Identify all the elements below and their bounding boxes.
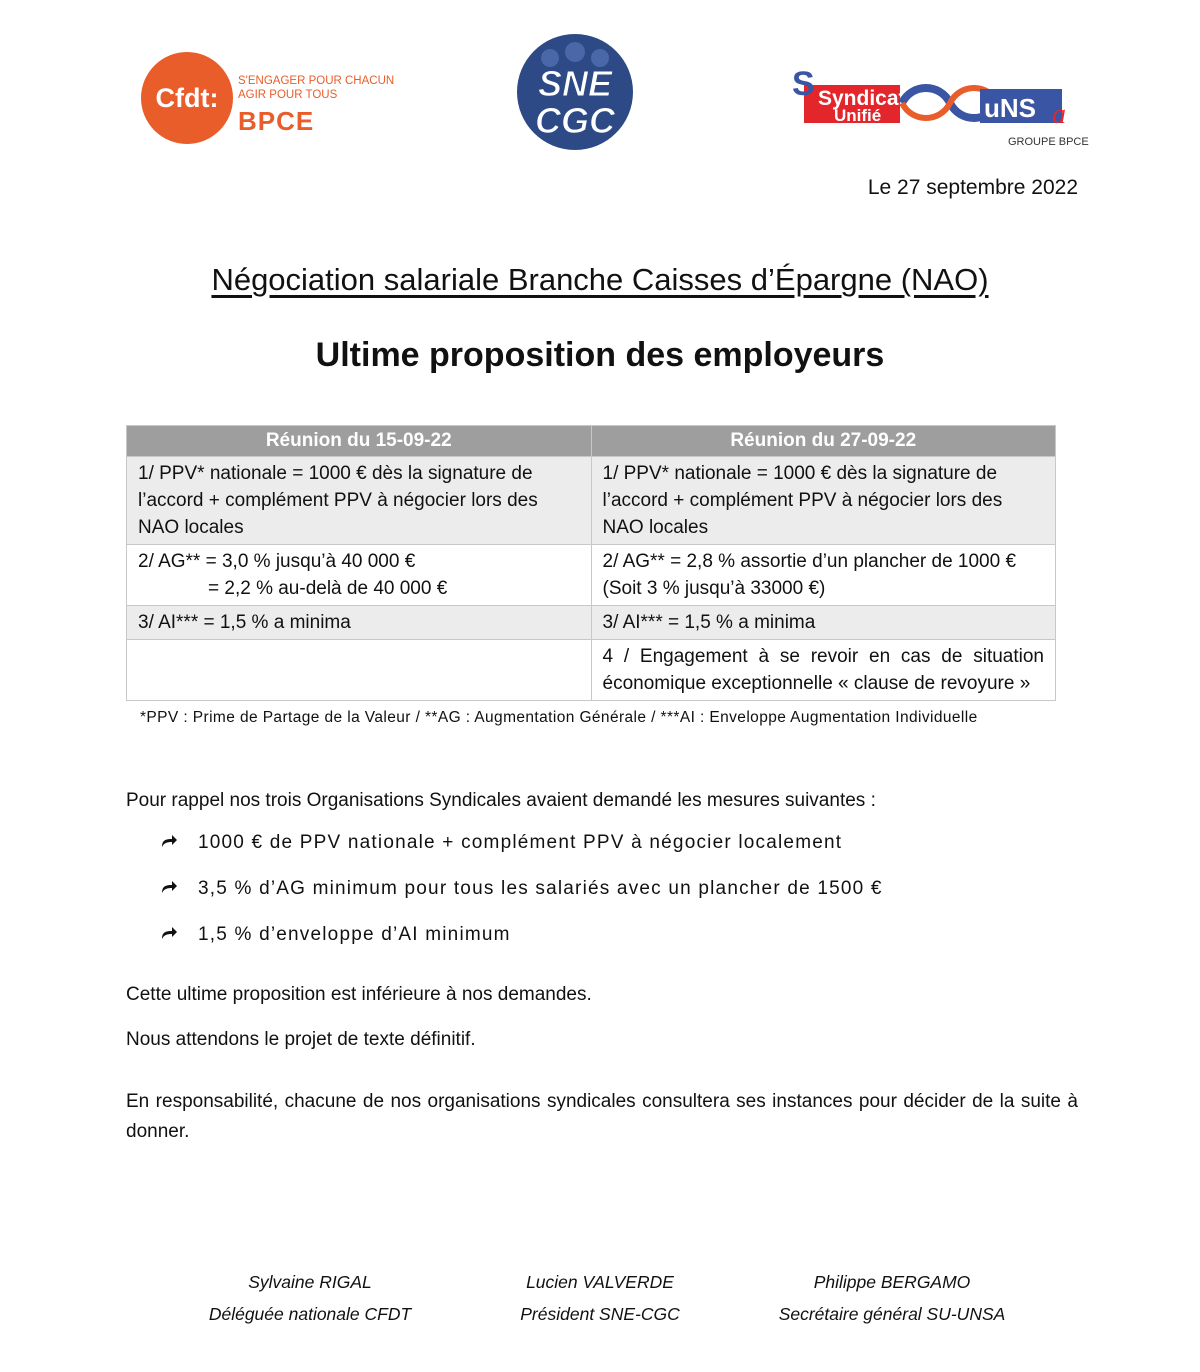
cfdt-name: Cfdt: — [155, 83, 219, 113]
signature-block — [160, 1266, 460, 1330]
signatory-role: Président SNE-CGC — [520, 1304, 680, 1324]
svg-text:Unifié: Unifié — [834, 106, 882, 125]
paragraph-responsibility: En responsabilité, chacune de nos organisations syndicales consultera ses instances pour décider de la suite à donner. — [126, 1091, 1078, 1142]
logo-bar — [0, 30, 1200, 160]
svg-text:BPCE: BPCE — [238, 106, 315, 136]
svg-text:CGC: CGC — [535, 100, 615, 141]
demand-text: 1000 € de PPV nationale + complément PPV à négocier localement — [198, 832, 843, 853]
signatory-role: Déléguée nationale CFDT — [208, 1304, 412, 1324]
demand-text: 3,5 % d’AG minimum pour tous les salariés avec un plancher de 1500 € — [198, 878, 883, 899]
svg-text:a: a — [1052, 99, 1066, 130]
sne-cgc-logo — [510, 30, 640, 155]
table-cell: 3/ AI*** = 1,5 % a minima — [591, 606, 1056, 640]
arrow-icon — [160, 832, 198, 854]
paragraph-awaiting: Nous attendons le projet de texte définitif. — [126, 1029, 476, 1050]
table-header-row — [127, 426, 1056, 457]
comparison-table — [126, 425, 1056, 701]
table-cell: 1/ PPV* nationale = 1000 € dès la signature de l’accord + complément PPV à négocier lors des NAO locales — [591, 457, 1056, 545]
table-row — [127, 606, 1056, 640]
svg-text:S'ENGAGER POUR CHACUN: S'ENGAGER POUR CHACUN — [238, 75, 395, 87]
demands-list — [160, 832, 883, 970]
document-title: Négociation salariale Branche Caisses d’Épargne (NAO) — [211, 262, 989, 297]
paragraph-conclusion: Cette ultime proposition est inférieure à nos demandes. — [126, 984, 592, 1005]
signatory-name: Sylvaine RIGAL — [248, 1272, 372, 1292]
svg-text:AGIR POUR TOUS: AGIR POUR TOUS — [238, 89, 338, 101]
list-item — [160, 924, 883, 970]
demand-text: 1,5 % d’enveloppe d’AI minimum — [198, 924, 511, 945]
document-date: Le 27 septembre 2022 — [867, 176, 1078, 199]
svg-text:Syndicat: Syndicat — [818, 87, 906, 110]
cfdt-logo — [140, 50, 395, 150]
signature-block — [742, 1266, 1042, 1330]
table-cell-line: 2/ AG** = 3,0 % jusqu’à 40 000 € — [138, 551, 416, 572]
intro-paragraph: Pour rappel nos trois Organisations Syndicales avaient demandé les mesures suivantes : — [126, 790, 876, 811]
table-cell: 2/ AG** = 2,8 % assortie d’un plancher de 1000 € (Soit 3 % jusqu’à 33000 €) — [591, 545, 1056, 606]
list-item — [160, 832, 883, 878]
table-cell-line: = 2,2 % au-delà de 40 000 € — [208, 578, 448, 599]
su-unsa-logo — [790, 65, 1089, 155]
table-header-meeting-1: Réunion du 15-09-22 — [127, 426, 592, 457]
table-cell: 1/ PPV* nationale = 1000 € dès la signature de l’accord + complément PPV à négocier lors des NAO locales — [127, 457, 592, 545]
table-footnote: *PPV : Prime de Partage de la Valeur / **AG : Augmentation Générale / ***AI : Enveloppe Augmentation Individuelle — [140, 709, 978, 726]
arrow-icon — [160, 878, 198, 900]
table-cell: 4 / Engagement à se revoir en cas de situation économique exceptionnelle « clause de revoyure » — [591, 640, 1056, 701]
table-cell — [127, 640, 592, 701]
table-row — [127, 640, 1056, 701]
signature-block — [450, 1266, 750, 1330]
table-cell — [127, 545, 592, 606]
document-subtitle: Ultime proposition des employeurs — [315, 336, 885, 374]
signatory-name: Philippe BERGAMO — [813, 1272, 971, 1292]
table-row — [127, 457, 1056, 545]
table-cell: 3/ AI*** = 1,5 % a minima — [127, 606, 592, 640]
arrow-icon — [160, 924, 198, 946]
list-item — [160, 878, 883, 924]
signatory-name: Lucien VALVERDE — [526, 1272, 674, 1292]
table-header-meeting-2: Réunion du 27-09-22 — [591, 426, 1056, 457]
svg-text:S: S — [792, 65, 815, 103]
svg-text:uNS: uNS — [984, 93, 1036, 123]
svg-text:SNE: SNE — [537, 63, 613, 104]
svg-text:GROUPE BPCE: GROUPE BPCE — [1008, 136, 1089, 148]
table-row — [127, 545, 1056, 606]
signatory-role: Secrétaire général SU-UNSA — [778, 1304, 1006, 1324]
